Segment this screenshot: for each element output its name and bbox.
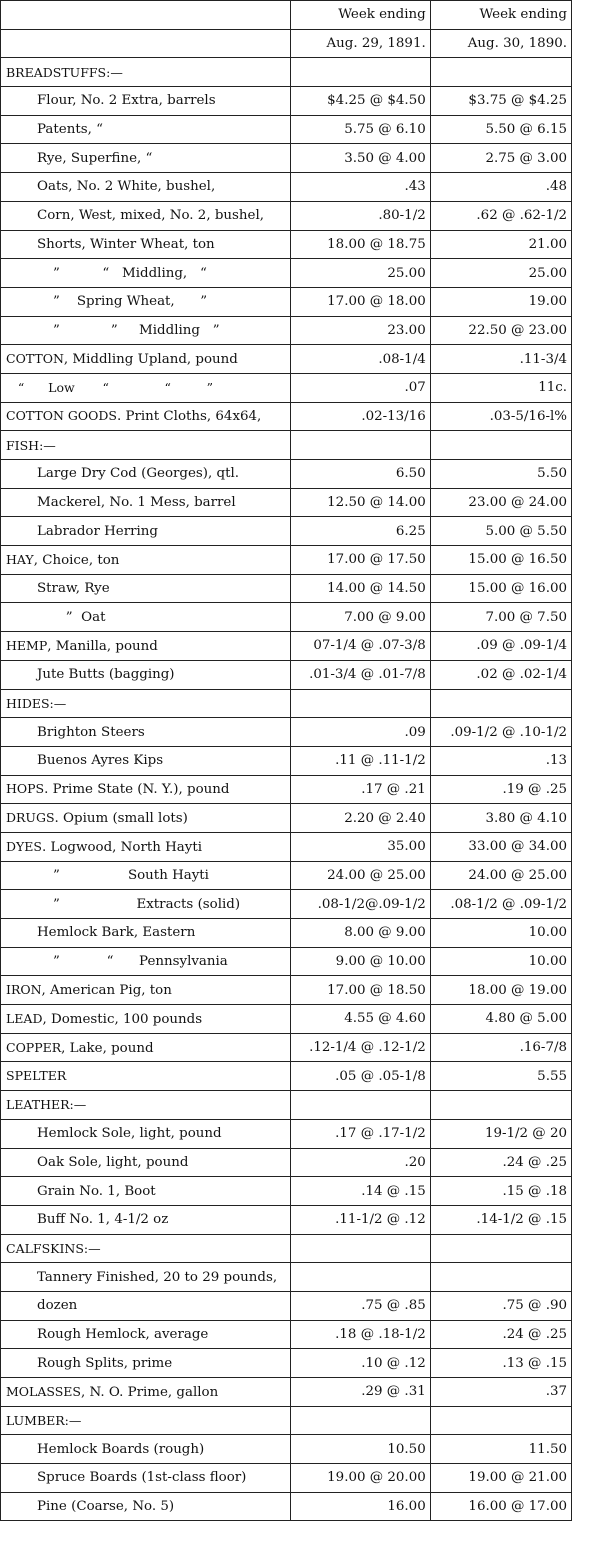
- commodity-row: [1, 1263, 572, 1292]
- category-name: HEMP: [6, 637, 48, 653]
- category-name: COTTON GOODS: [6, 408, 117, 424]
- commodity-label: Shorts, Winter Wheat, ton: [1, 230, 291, 259]
- price-1891: [290, 1091, 430, 1120]
- category-row: [1, 804, 572, 833]
- category-description: , American Pig, ton: [41, 983, 172, 999]
- price-1890: 15.00 @ 16.50: [430, 546, 571, 575]
- commodity-label: Patents, “: [1, 115, 291, 144]
- price-1891: 17.00 @ 17.50: [290, 546, 430, 575]
- price-1891: [290, 1406, 430, 1435]
- price-1891: [290, 58, 430, 87]
- commodity-label: ” Oat: [1, 603, 291, 632]
- commodity-label: Oak Sole, light, pound: [1, 1148, 291, 1177]
- price-1891: .10 @ .12: [290, 1349, 430, 1378]
- commodity-label: Tannery Finished, 20 to 29 pounds,: [1, 1263, 291, 1292]
- price-1890: .13: [430, 746, 571, 775]
- price-1891: 4.55 @ 4.60: [290, 1005, 430, 1034]
- commodity-row: [1, 259, 572, 288]
- commodity-label: Mackerel, No. 1 Mess, barrel: [1, 488, 291, 517]
- category-row: [1, 632, 572, 661]
- category-name: DRUGS: [6, 810, 55, 826]
- price-1890: .15 @ .18: [430, 1177, 571, 1206]
- price-1890: .08-1/2 @ .09-1/2: [430, 890, 571, 919]
- commodity-label: ” Extracts (solid): [1, 890, 291, 919]
- price-1890: 10.00: [430, 947, 571, 976]
- commodity-label: [1, 1033, 291, 1062]
- price-1891: .12-1/4 @ .12-1/2: [290, 1033, 430, 1062]
- commodity-row: [1, 287, 572, 316]
- commodity-label: [1, 1062, 291, 1091]
- price-1890: 7.00 @ 7.50: [430, 603, 571, 632]
- category-row: [1, 1005, 572, 1034]
- commodity-label: ” South Hayti: [1, 861, 291, 890]
- section-row: [1, 1406, 572, 1435]
- header-row-dates: [1, 29, 572, 58]
- price-1891: .80-1/2: [290, 201, 430, 230]
- price-1891: [290, 689, 430, 718]
- commodity-row: [1, 1148, 572, 1177]
- category-description: . Opium (small lots): [54, 811, 188, 827]
- price-1890: 10.00: [430, 919, 571, 948]
- category-row: [1, 1378, 572, 1407]
- header-col-1890-label: Week ending: [430, 1, 571, 30]
- commodity-row: [1, 1177, 572, 1206]
- commodity-label: [1, 345, 291, 374]
- price-1890: .13 @ .15: [430, 1349, 571, 1378]
- price-1890: 19-1/2 @ 20: [430, 1119, 571, 1148]
- price-1891: 12.50 @ 14.00: [290, 488, 430, 517]
- commodity-label: Flour, No. 2 Extra, barrels: [1, 87, 291, 116]
- price-1891: 16.00: [290, 1492, 430, 1521]
- commodity-label: Large Dry Cod (Georges), qtl.: [1, 460, 291, 489]
- header-row-week-ending: [1, 1, 572, 30]
- header-corner-cell: [1, 1, 291, 30]
- category-description: , Choice, ton: [33, 552, 120, 568]
- commodity-row: [1, 890, 572, 919]
- price-1891: $4.25 @ $4.50: [290, 87, 430, 116]
- commodity-label: HIDES:—: [1, 689, 291, 718]
- price-1891: 5.75 @ 6.10: [290, 115, 430, 144]
- commodity-label: Jute Butts (bagging): [1, 660, 291, 689]
- price-1891: .29 @ .31: [290, 1378, 430, 1407]
- category-row: [1, 1033, 572, 1062]
- price-1890: 23.00 @ 24.00: [430, 488, 571, 517]
- category-description: . Prime State (N. Y.), pound: [44, 782, 230, 798]
- section-row: [1, 431, 572, 460]
- commodity-row: [1, 488, 572, 517]
- commodity-row: [1, 316, 572, 345]
- price-1890: .75 @ .90: [430, 1291, 571, 1320]
- category-row: [1, 1062, 572, 1091]
- price-1891: .14 @ .15: [290, 1177, 430, 1206]
- commodity-label: [1, 546, 291, 575]
- price-1890: 19.00: [430, 287, 571, 316]
- price-1891: 07-1/4 @ .07-3/8: [290, 632, 430, 661]
- price-1891: .08-1/4: [290, 345, 430, 374]
- price-1891: 2.20 @ 2.40: [290, 804, 430, 833]
- section-row: [1, 1234, 572, 1263]
- price-1891: 17.00 @ 18.00: [290, 287, 430, 316]
- price-1891: 8.00 @ 9.00: [290, 919, 430, 948]
- category-description: . Print Cloths, 64x64,: [116, 409, 262, 425]
- price-1891: .20: [290, 1148, 430, 1177]
- price-1890: 18.00 @ 19.00: [430, 976, 571, 1005]
- commodity-label: Corn, West, mixed, No. 2, bushel,: [1, 201, 291, 230]
- price-1891: [290, 1263, 430, 1292]
- price-1891: 6.25: [290, 517, 430, 546]
- price-1891: 3.50 @ 4.00: [290, 144, 430, 173]
- price-1890: 33.00 @ 34.00: [430, 832, 571, 861]
- price-1890: .14-1/2 @ .15: [430, 1205, 571, 1234]
- price-1890: [430, 1406, 571, 1435]
- price-1891: .07: [290, 373, 430, 402]
- category-name: COPPER: [6, 1039, 62, 1055]
- category-name: HOPS: [6, 781, 45, 797]
- category-name: SPELTER: [6, 1068, 67, 1084]
- price-1890: [430, 58, 571, 87]
- commodity-label: [1, 976, 291, 1005]
- commodity-label: [1, 804, 291, 833]
- price-1890: .24 @ .25: [430, 1320, 571, 1349]
- price-1891: 9.00 @ 10.00: [290, 947, 430, 976]
- commodity-row: [1, 460, 572, 489]
- price-1890: [430, 431, 571, 460]
- price-1891: 24.00 @ 25.00: [290, 861, 430, 890]
- category-name: COTTON: [6, 351, 64, 367]
- category-row: [1, 402, 572, 431]
- price-1891: .01-3/4 @ .01-7/8: [290, 660, 430, 689]
- price-1890: 21.00: [430, 230, 571, 259]
- price-1890: .03-5/16-l%: [430, 402, 571, 431]
- price-1891: [290, 1234, 430, 1263]
- price-1891: 19.00 @ 20.00: [290, 1464, 430, 1493]
- price-1891: .02-13/16: [290, 402, 430, 431]
- price-1891: .17 @ .21: [290, 775, 430, 804]
- category-description: . Logwood, North Hayti: [41, 839, 203, 855]
- category-row: [1, 345, 572, 374]
- price-1890: [430, 689, 571, 718]
- category-row: [1, 546, 572, 575]
- price-1890: $3.75 @ $4.25: [430, 87, 571, 116]
- price-1891: 14.00 @ 14.50: [290, 574, 430, 603]
- header-corner-cell: [1, 29, 291, 58]
- price-1891: 35.00: [290, 832, 430, 861]
- commodity-row: [1, 603, 572, 632]
- price-1890: .37: [430, 1378, 571, 1407]
- commodity-row: [1, 947, 572, 976]
- price-1890: 3.80 @ 4.10: [430, 804, 571, 833]
- price-1891: 6.50: [290, 460, 430, 489]
- commodity-row: [1, 1119, 572, 1148]
- commodity-label: Brighton Steers: [1, 718, 291, 747]
- commodity-label: Straw, Rye: [1, 574, 291, 603]
- price-1890: .11-3/4: [430, 345, 571, 374]
- commodity-row: [1, 861, 572, 890]
- price-1890: 19.00 @ 21.00: [430, 1464, 571, 1493]
- price-1890: .19 @ .25: [430, 775, 571, 804]
- category-name: IRON: [6, 982, 42, 998]
- commodity-label: dozen: [1, 1291, 291, 1320]
- price-1891: 18.00 @ 18.75: [290, 230, 430, 259]
- section-row: [1, 373, 572, 402]
- commodity-row: [1, 115, 572, 144]
- price-1890: 11c.: [430, 373, 571, 402]
- commodity-label: [1, 775, 291, 804]
- category-name: MOLASSES: [6, 1383, 81, 1399]
- price-1890: 5.50 @ 6.15: [430, 115, 571, 144]
- price-1890: 15.00 @ 16.00: [430, 574, 571, 603]
- header-col-1891-label: Week ending: [290, 1, 430, 30]
- commodity-row: [1, 230, 572, 259]
- commodity-label: CALFSKINS:—: [1, 1234, 291, 1263]
- commodity-row: [1, 660, 572, 689]
- category-name: DYES: [6, 838, 42, 854]
- category-description: , N. O. Prime, gallon: [80, 1384, 219, 1400]
- commodity-label: ” “ Pennsylvania: [1, 947, 291, 976]
- price-1891: .43: [290, 173, 430, 202]
- section-row: [1, 1091, 572, 1120]
- price-1890: 5.00 @ 5.50: [430, 517, 571, 546]
- commodity-row: [1, 1492, 572, 1521]
- commodity-row: [1, 1320, 572, 1349]
- price-1890: 2.75 @ 3.00: [430, 144, 571, 173]
- commodity-label: “ Low “ “ ”: [1, 373, 291, 402]
- category-description: , Domestic, 100 pounds: [42, 1011, 203, 1027]
- commodity-label: Rough Hemlock, average: [1, 1320, 291, 1349]
- price-1890: 25.00: [430, 259, 571, 288]
- price-1890: .02 @ .02-1/4: [430, 660, 571, 689]
- category-name: HAY: [6, 551, 34, 567]
- commodity-label: Hemlock Boards (rough): [1, 1435, 291, 1464]
- commodity-label: LUMBER:—: [1, 1406, 291, 1435]
- commodity-row: [1, 1349, 572, 1378]
- commodity-row: [1, 718, 572, 747]
- price-1890: .16-7/8: [430, 1033, 571, 1062]
- price-1890: 5.50: [430, 460, 571, 489]
- price-1891: .09: [290, 718, 430, 747]
- price-1891: [290, 431, 430, 460]
- section-row: [1, 58, 572, 87]
- commodity-row: [1, 1435, 572, 1464]
- commodity-label: LEATHER:—: [1, 1091, 291, 1120]
- price-1890: .48: [430, 173, 571, 202]
- commodity-row: [1, 87, 572, 116]
- price-1890: [430, 1091, 571, 1120]
- price-1891: .08-1/2@.09-1/2: [290, 890, 430, 919]
- commodity-label: Oats, No. 2 White, bushel,: [1, 173, 291, 202]
- price-1890: 24.00 @ 25.00: [430, 861, 571, 890]
- section-row: [1, 689, 572, 718]
- commodity-row: [1, 746, 572, 775]
- commodity-label: [1, 632, 291, 661]
- commodity-row: [1, 201, 572, 230]
- commodity-row: [1, 1464, 572, 1493]
- commodity-label: [1, 402, 291, 431]
- commodity-label: [1, 832, 291, 861]
- price-1891: .11-1/2 @ .12: [290, 1205, 430, 1234]
- commodity-label: Grain No. 1, Boot: [1, 1177, 291, 1206]
- commodity-label: Spruce Boards (1st-class floor): [1, 1464, 291, 1493]
- price-1890: .62 @ .62-1/2: [430, 201, 571, 230]
- price-1891: .11 @ .11-1/2: [290, 746, 430, 775]
- category-row: [1, 976, 572, 1005]
- category-description: , Middling Upland, pound: [63, 352, 238, 368]
- price-1891: 7.00 @ 9.00: [290, 603, 430, 632]
- category-name: LEAD: [6, 1010, 43, 1026]
- price-1891: .05 @ .05-1/8: [290, 1062, 430, 1091]
- commodity-label: Rough Splits, prime: [1, 1349, 291, 1378]
- commodity-row: [1, 919, 572, 948]
- price-1890: 16.00 @ 17.00: [430, 1492, 571, 1521]
- category-row: [1, 832, 572, 861]
- commodity-label: Buenos Ayres Kips: [1, 746, 291, 775]
- commodity-row: [1, 574, 572, 603]
- commodity-row: [1, 1291, 572, 1320]
- price-1890: 22.50 @ 23.00: [430, 316, 571, 345]
- header-col-1891-date: Aug. 29, 1891.: [290, 29, 430, 58]
- price-1891: .75 @ .85: [290, 1291, 430, 1320]
- category-description: , Lake, pound: [61, 1040, 154, 1056]
- commodity-row: [1, 144, 572, 173]
- price-1890: 4.80 @ 5.00: [430, 1005, 571, 1034]
- commodity-label: FISH:—: [1, 431, 291, 460]
- commodity-label: [1, 1005, 291, 1034]
- commodity-row: [1, 173, 572, 202]
- price-1891: .17 @ .17-1/2: [290, 1119, 430, 1148]
- price-1890: 11.50: [430, 1435, 571, 1464]
- price-1890: .09-1/2 @ .10-1/2: [430, 718, 571, 747]
- price-1890: .09 @ .09-1/4: [430, 632, 571, 661]
- commodity-label: ” Spring Wheat, ”: [1, 287, 291, 316]
- price-1890: 5.55: [430, 1062, 571, 1091]
- commodity-label: ” “ Middling, “: [1, 259, 291, 288]
- commodity-label: Buff No. 1, 4-1/2 oz: [1, 1205, 291, 1234]
- price-1891: .18 @ .18-1/2: [290, 1320, 430, 1349]
- header-col-1890-date: Aug. 30, 1890.: [430, 29, 571, 58]
- price-table-body: [1, 1, 572, 1521]
- price-1890: [430, 1263, 571, 1292]
- commodity-label: ” ” Middling ”: [1, 316, 291, 345]
- commodity-label: Hemlock Bark, Eastern: [1, 919, 291, 948]
- commodity-label: [1, 1378, 291, 1407]
- category-description: , Manilla, pound: [47, 638, 158, 654]
- category-row: [1, 775, 572, 804]
- price-1890: [430, 1234, 571, 1263]
- commodity-label: Labrador Herring: [1, 517, 291, 546]
- price-1890: .24 @ .25: [430, 1148, 571, 1177]
- commodity-label: Hemlock Sole, light, pound: [1, 1119, 291, 1148]
- price-1891: 17.00 @ 18.50: [290, 976, 430, 1005]
- price-1891: 23.00: [290, 316, 430, 345]
- commodity-row: [1, 517, 572, 546]
- commodity-label: BREADSTUFFS:—: [1, 58, 291, 87]
- price-1891: 10.50: [290, 1435, 430, 1464]
- commodity-row: [1, 1205, 572, 1234]
- commodity-label: Rye, Superfine, “: [1, 144, 291, 173]
- price-1891: 25.00: [290, 259, 430, 288]
- commodity-label: Pine (Coarse, No. 5): [1, 1492, 291, 1521]
